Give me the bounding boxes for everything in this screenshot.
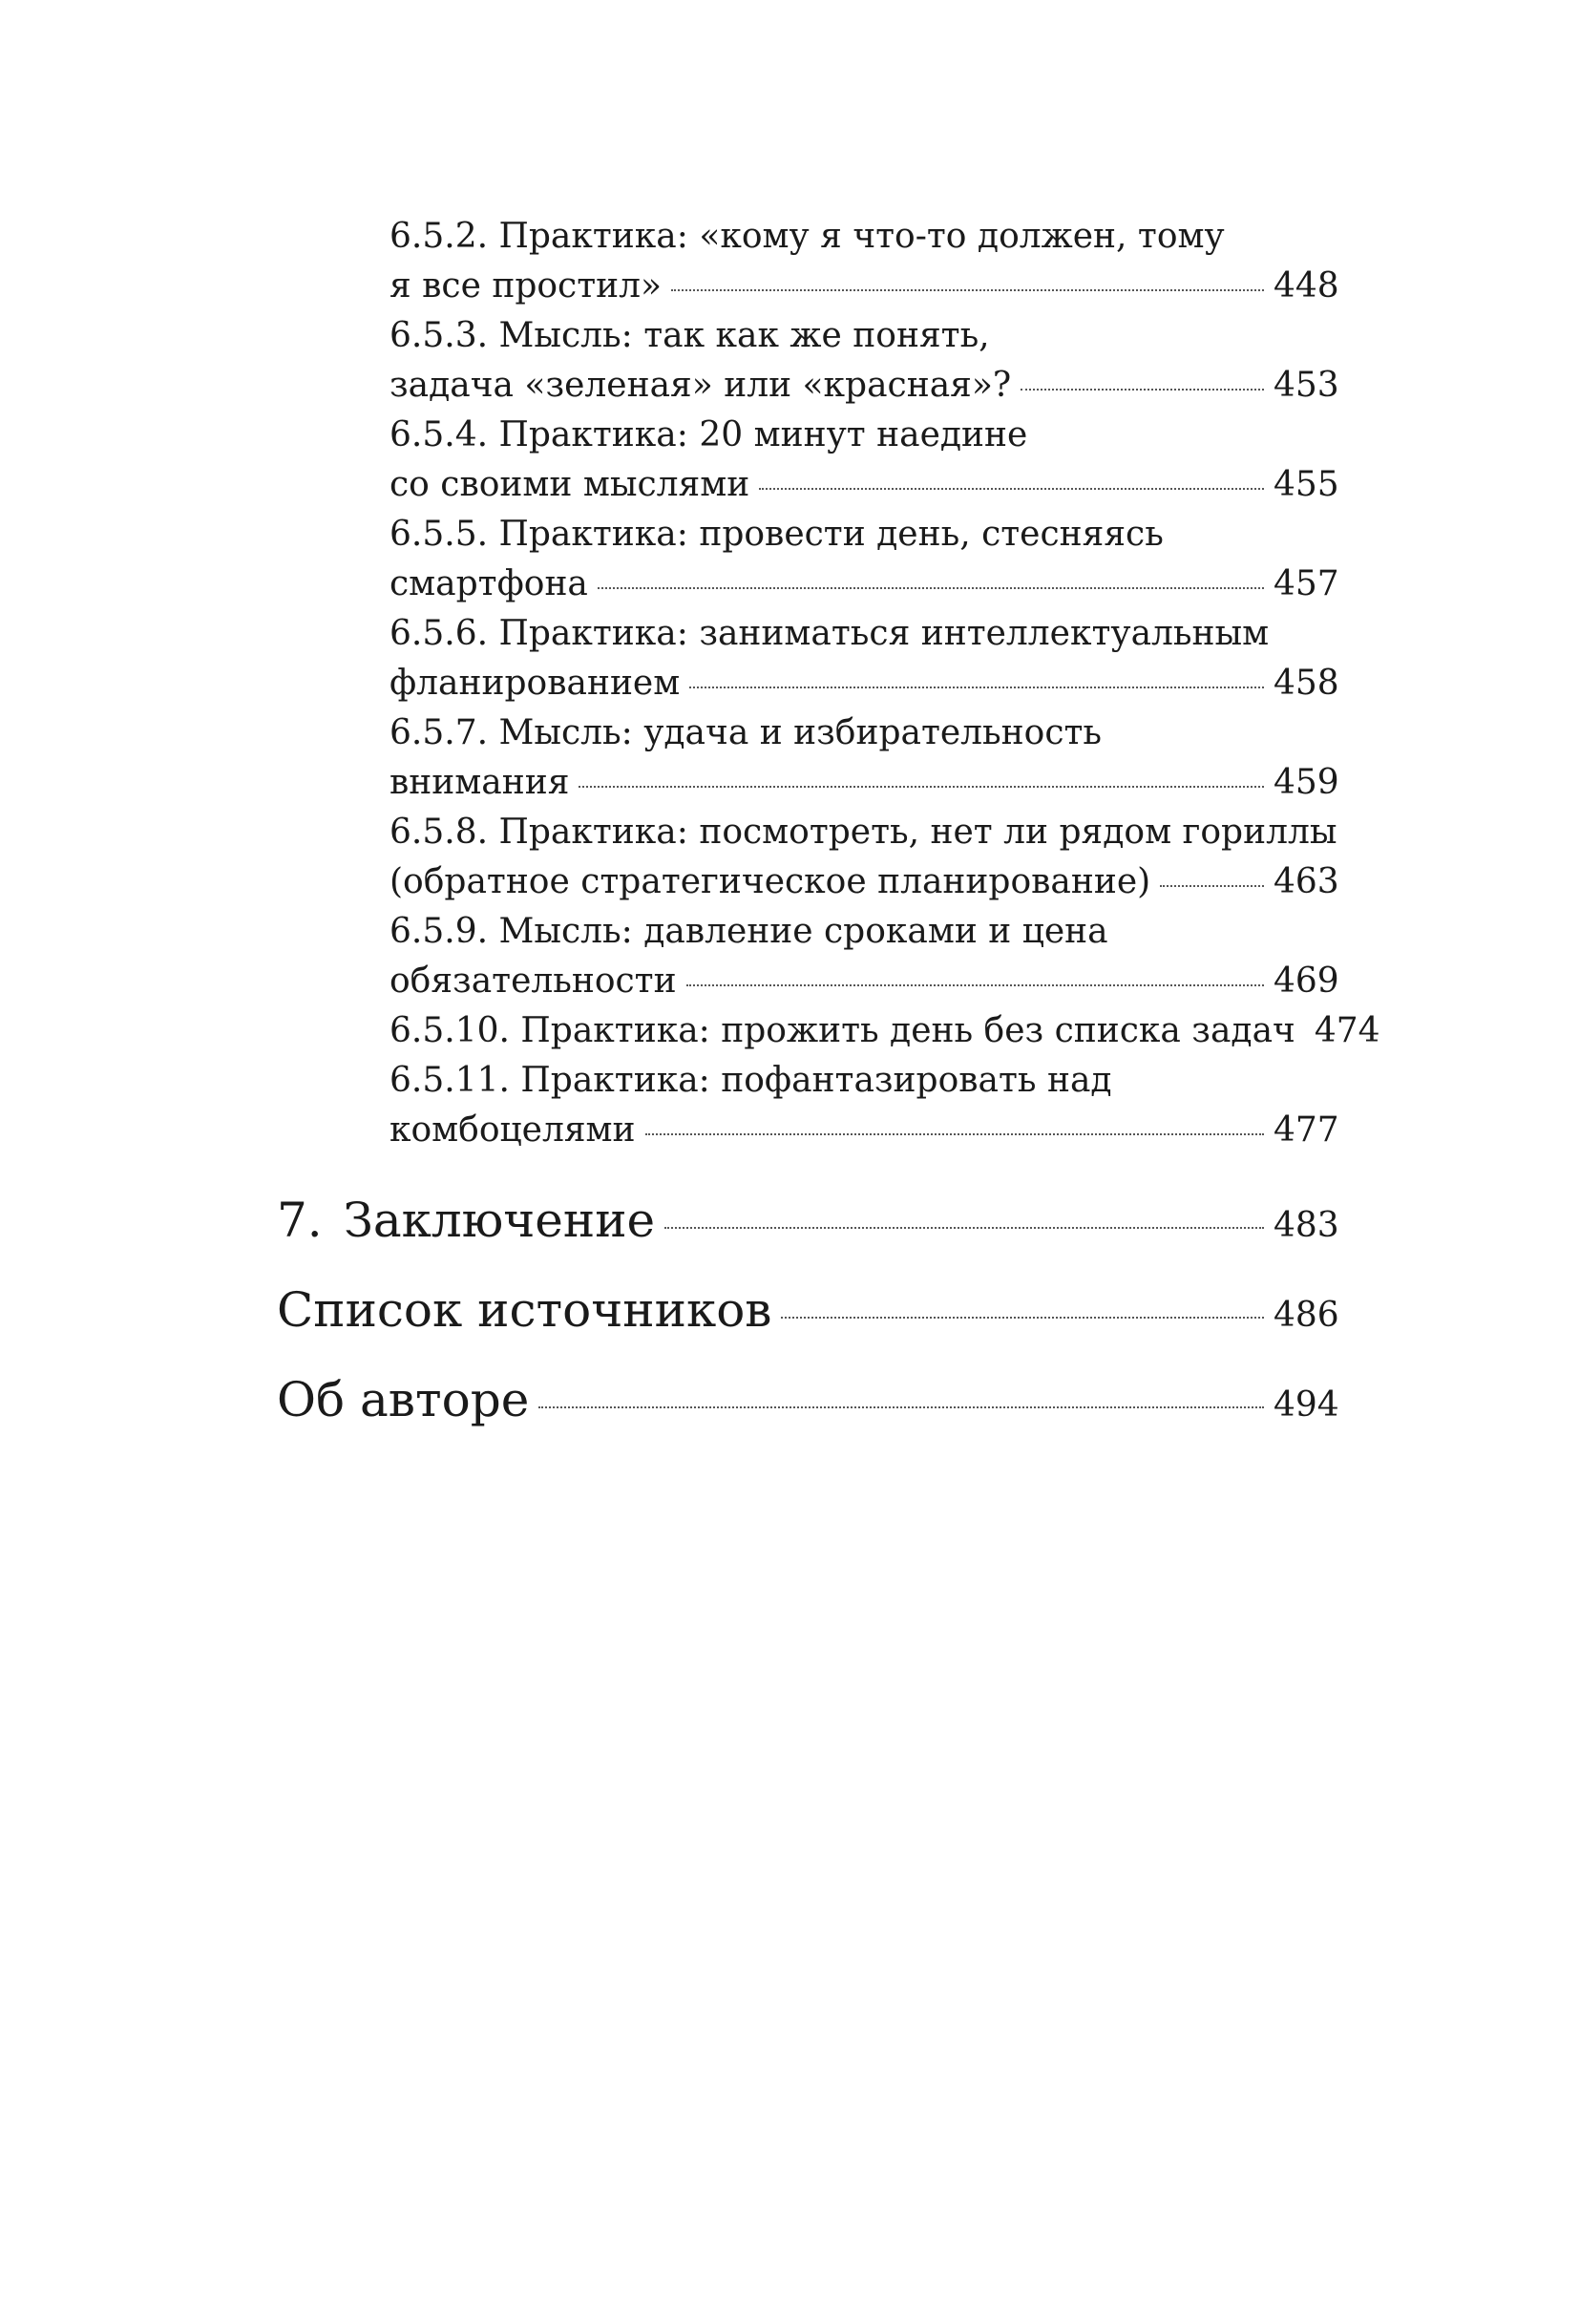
toc-entry-6-5-11[interactable] (389, 1056, 1339, 1155)
toc-entry-title-line2: со своими мыслями (389, 465, 750, 504)
toc-entry-title-line1: 6.5.8. Практика: посмотреть, нет ли рядом гориллы (389, 813, 1337, 852)
dot-leader (598, 587, 1264, 589)
toc-page-number: 459 (1274, 763, 1339, 802)
chapter-number: 7. (277, 1193, 323, 1248)
toc-entry-title-line1: 6.5.4. Практика: 20 минут наедине (389, 415, 1028, 454)
toc-entry-title-line1: 6.5.3. Мысль: так как же понять, (389, 316, 990, 355)
toc-entry-title-line2: смартфона (389, 564, 588, 603)
dot-leader (686, 984, 1264, 986)
toc-page-number: 457 (1274, 564, 1339, 603)
dot-leader (1160, 885, 1264, 887)
toc-entry-title-line2: комбоцелями (389, 1110, 636, 1150)
dot-leader (759, 488, 1264, 490)
toc-entry-title-line1: 6.5.11. Практика: пофантазировать над (389, 1061, 1112, 1100)
toc-page-number: 458 (1274, 664, 1339, 703)
toc-entry-title-line2: обязательности (389, 961, 677, 1001)
toc-page-number: 463 (1274, 862, 1339, 901)
toc-page-number: 453 (1274, 366, 1339, 405)
toc-entry-6-5-10[interactable] (389, 1006, 1380, 1056)
dot-leader (579, 786, 1264, 788)
toc-entry-title: 6.5.10. Практика: прожить день без списка задач (389, 1011, 1295, 1050)
toc-entry-title-line2: я все простил» (389, 266, 663, 306)
toc-entry-6-5-7[interactable] (389, 708, 1339, 808)
toc-page-number: 469 (1274, 961, 1339, 1001)
toc-entry-title-line1: 6.5.7. Мысль: удача и избирательность (389, 713, 1102, 752)
toc-page-number: 448 (1274, 266, 1339, 306)
toc-entry-title-line1: 6.5.2. Практика: «кому я что-то должен, тому (389, 217, 1225, 256)
chapter-title: Об авторе (277, 1372, 530, 1427)
toc-page-number: 483 (1274, 1206, 1339, 1245)
dot-leader (1021, 389, 1264, 391)
toc-page-number: 477 (1274, 1110, 1339, 1150)
dot-leader (538, 1406, 1264, 1408)
toc-entry-title-line2: (обратное стратегическое планирование) (389, 862, 1151, 901)
toc-chapter-conclusion[interactable] (277, 1192, 1339, 1255)
toc-entry-title-line2: задача «зеленая» или «красная»? (389, 366, 1012, 405)
toc-entry-title-line1: 6.5.5. Практика: провести день, стесняясь (389, 515, 1164, 554)
dot-leader (671, 289, 1264, 291)
toc-page-number: 455 (1274, 465, 1339, 504)
dot-leader (781, 1317, 1264, 1319)
chapter-title: Заключение (343, 1193, 656, 1248)
toc-page-number: 486 (1274, 1296, 1339, 1335)
toc-entry-6-5-3[interactable] (389, 311, 1339, 411)
dot-leader (645, 1133, 1264, 1135)
dot-leader (664, 1227, 1264, 1229)
toc-entry-6-5-9[interactable] (389, 907, 1339, 1006)
toc-entry-title-line1: 6.5.9. Мысль: давление сроками и цена (389, 912, 1108, 951)
toc-entry-6-5-8[interactable] (389, 808, 1339, 907)
toc-entry-6-5-2[interactable] (389, 212, 1339, 311)
chapter-title: Список источников (277, 1282, 772, 1338)
toc-entry-title-line1: 6.5.6. Практика: заниматься интеллектуальным (389, 614, 1270, 653)
toc-page-number: 474 (1314, 1011, 1380, 1050)
dot-leader (689, 687, 1264, 688)
toc-page-number: 494 (1274, 1385, 1339, 1425)
toc-entry-6-5-6[interactable] (389, 609, 1339, 708)
toc-entry-title-line2: внимания (389, 763, 570, 802)
toc-entry-6-5-4[interactable] (389, 411, 1339, 510)
toc-entry-6-5-5[interactable] (389, 510, 1339, 609)
toc-entry-title-line2: фланированием (389, 664, 681, 703)
toc-chapter-about-author[interactable] (277, 1371, 1339, 1434)
toc-chapter-sources[interactable] (277, 1281, 1339, 1344)
